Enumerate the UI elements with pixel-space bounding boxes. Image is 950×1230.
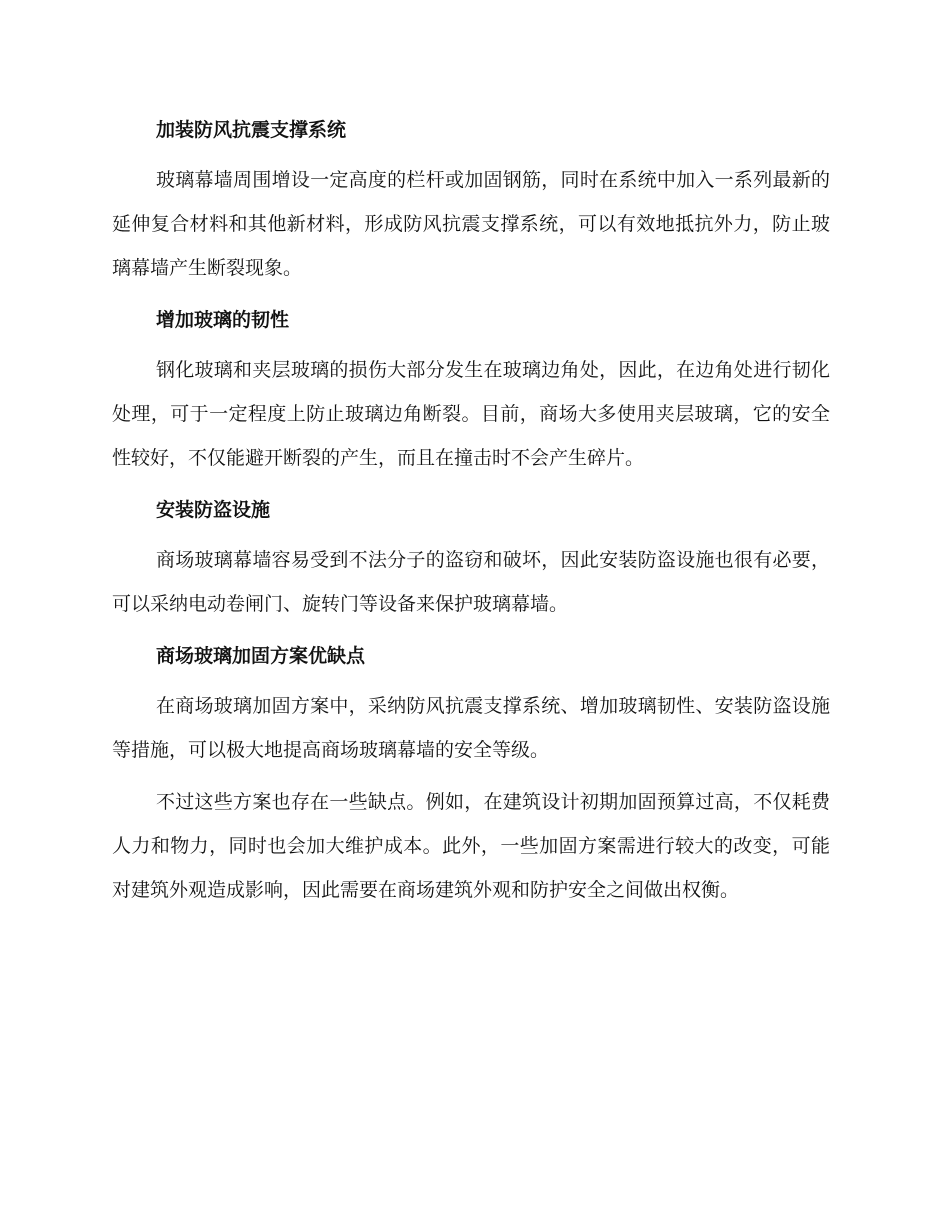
document-page [112, 108, 830, 920]
section-heading-antitheft: 安装防盗设施 [156, 499, 271, 521]
paragraph-antitheft: 商场玻璃幕墙容易受到不法分子的盗窃和破坏，因此安装防盗设施也很有必要，可以采纳电动卷闸门、旋转门等设备来保护玻璃幕墙。 [112, 549, 830, 615]
section-heading-toughness: 增加玻璃的韧性 [156, 309, 290, 331]
section-heading-windproof: 加装防风抗震支撑系统 [156, 119, 347, 141]
paragraph-pros: 在商场玻璃加固方案中，采纳防风抗震支撑系统、增加玻璃韧性、安装防盗设施等措施，可以极大地提高商场玻璃幕墙的安全等级。 [112, 695, 830, 761]
paragraph-cons: 不过这些方案也存在一些缺点。例如，在建筑设计初期加固预算过高，不仅耗费人力和物力，同时也会加大维护成本。此外，一些加固方案需进行较大的改变，可能对建筑外观造成影响，因此需要在商场建筑外观和防护安全之间做出权衡。 [112, 791, 830, 901]
section-heading-pros-cons: 商场玻璃加固方案优缺点 [156, 645, 366, 667]
paragraph-windproof: 玻璃幕墙周围增设一定高度的栏杆或加固钢筋，同时在系统中加入一系列最新的延伸复合材料和其他新材料，形成防风抗震支撑系统，可以有效地抵抗外力，防止玻璃幕墙产生断裂现象。 [112, 169, 830, 279]
paragraph-toughness: 钢化玻璃和夹层玻璃的损伤大部分发生在玻璃边角处，因此，在边角处进行韧化处理，可于一定程度上防止玻璃边角断裂。目前，商场大多使用夹层玻璃，它的安全性较好，不仅能避开断裂的产生，而且在撞击时不会产生碎片。 [112, 359, 830, 469]
